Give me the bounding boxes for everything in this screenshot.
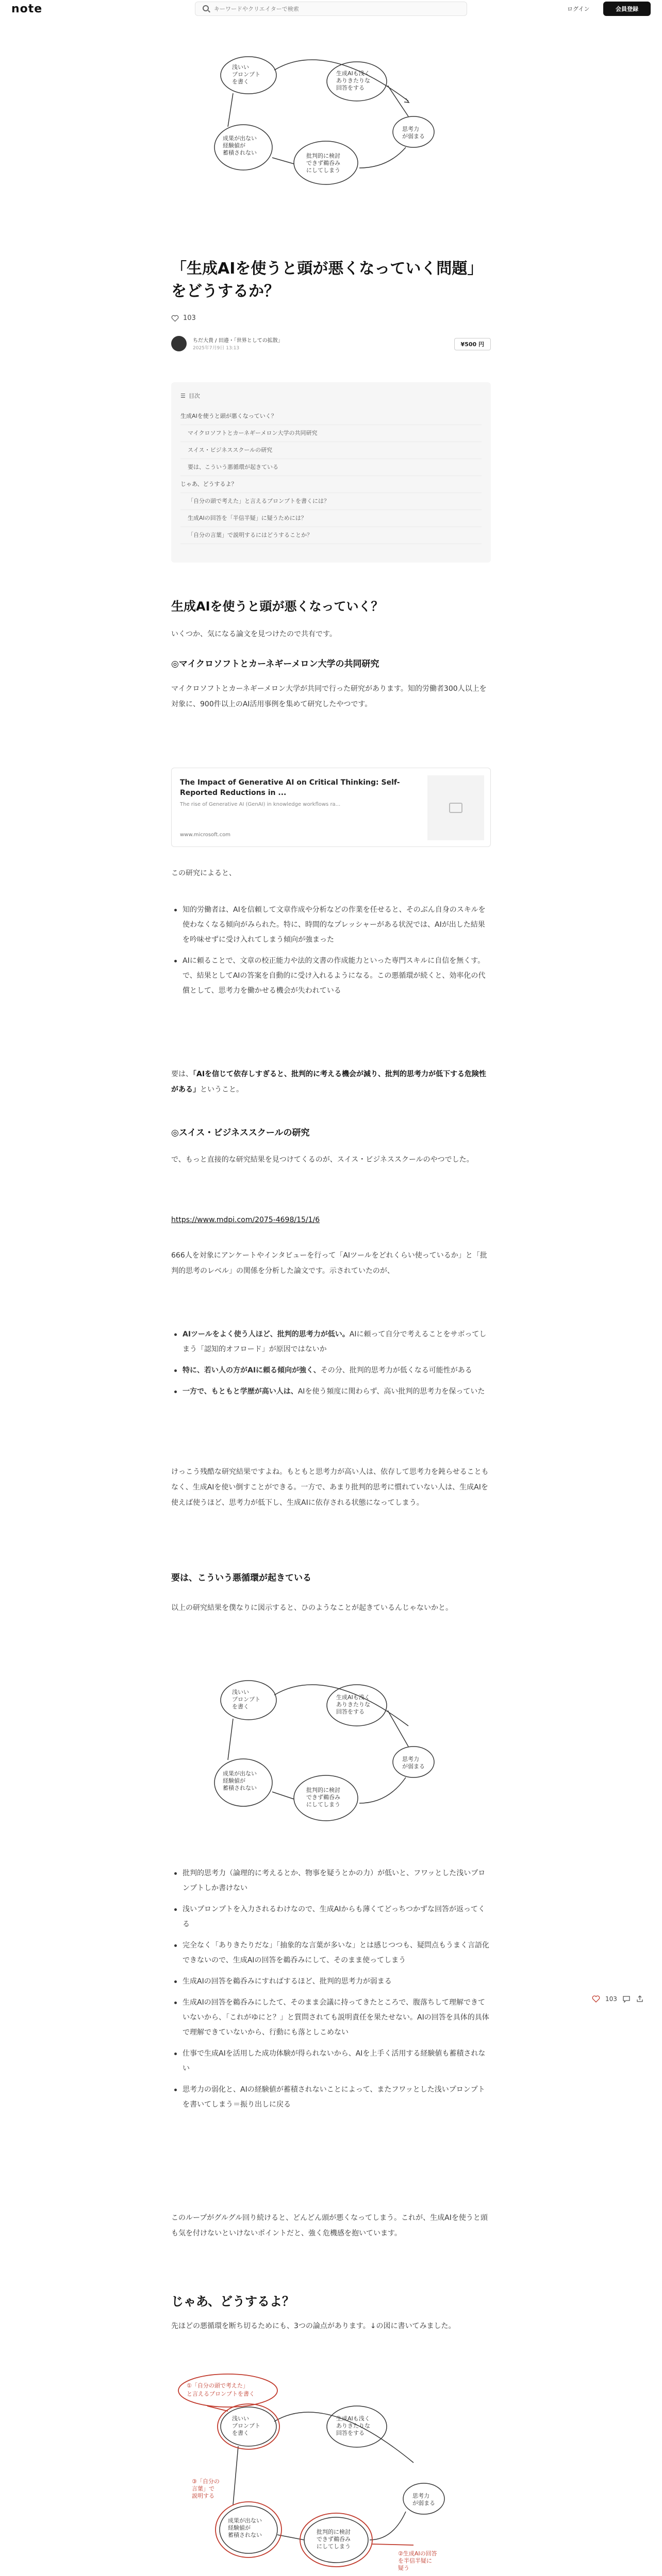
svg-text:思考力: 思考力 [402, 1756, 419, 1762]
list-item: AIツールをよく使う人ほど、批判的思考力が低い。AIに頼って自分で考えることをサボってしまう「認知的オフロード」が原因ではないか [171, 1327, 491, 1357]
svg-text:蓄積されない: 蓄積されない [228, 2532, 262, 2538]
svg-text:にしてしまう: にしてしまう [306, 1801, 340, 1808]
note-logo[interactable]: note [11, 3, 43, 15]
list-item: 知的労働者は、AIを信頼して文章作成や分析などの作業を任せると、そのぶん自身のスキルを使わなくなる傾向がみられた。特に、時間的なプレッシャーがある状況では、AIが出した結果を吟味せずに受け入れてしまう傾向が強まった [171, 903, 491, 947]
login-link[interactable]: ログイン [567, 6, 590, 12]
svg-text:プロンプト: プロンプト [232, 2422, 260, 2429]
share-icon[interactable] [636, 1995, 644, 2003]
paragraph: けっこう残酷な研究結果ですよね。もともと思考力が高い人は、依存して思考力を鈍らせることもなく、生成AIを使い倒すことができる。一方で、あまり批判的思考に慣れていない人は、生成AIを使えば使うほど、思考力が低下し、生成AIに依存される状態になってしまう。 [171, 1468, 489, 1507]
search-box[interactable] [195, 2, 467, 16]
svg-text:を書く: を書く [232, 1703, 249, 1710]
list-item: 批判的思考力（論理的に考えるとか、物事を疑うとかの力）が低いと、フワッとした浅いプロンプトしか書けない [171, 1866, 491, 1896]
list-item: 思考力の弱化と、AIの経験値が蓄積されないことによって、またフワッとした浅いプロンプトを書いてしまう＝振り出しに戻る [171, 2082, 491, 2112]
svg-text:成果が出ない: 成果が出ない [228, 2517, 262, 2524]
cycle-diagram [171, 1659, 491, 1844]
floating-actions [592, 1995, 644, 2003]
svg-text:プロンプト: プロンプト [232, 1696, 260, 1703]
toc-item[interactable]: マイクロソフトとカーネギーメロン大学の共同研究 [180, 425, 482, 442]
svg-text:生成AIも浅く: 生成AIも浅く [336, 2415, 370, 2422]
svg-text:にしてしまう: にしてしまう [306, 167, 340, 174]
svg-text:批判的に検討: 批判的に検討 [317, 2529, 351, 2535]
toc-item[interactable]: 「自分の頭で考えた」と言えるプロンプトを書くには？ [180, 493, 482, 510]
svg-text:言葉」で: 言葉」で [192, 2485, 214, 2492]
signup-button[interactable]: 会員登録 [603, 2, 651, 16]
list-item: 仕事で生成AIを活用した成功体験が得られないから、AIを上手く活用する経験値も蓄積されない [171, 2046, 491, 2076]
toc-item[interactable]: 生成AIの回答を「半信半疑」に疑うためには？ [180, 510, 482, 527]
toc-heading[interactable]: ☰ 目次 [180, 392, 200, 399]
list-item: 完全なく「ありきたりだな」「抽象的な言葉が多いな」とは感じつつも、疑問点もうまく言語化できないので、生成AIの回答を鵜呑みにして、そのまま使ってしまう [171, 1938, 491, 1968]
bullet-list [171, 1866, 491, 2119]
section-heading: 生成AIを使うと頭が悪くなっていく？ [171, 599, 384, 614]
subsection-heading: ◎スイス・ビジネススクールの研究 [171, 1128, 310, 1138]
svg-text:説明する: 説明する [192, 2493, 214, 2499]
svg-text:できず鵜呑み: できず鵜呑み [306, 160, 340, 166]
link-card-title: The Impact of Generative AI on Critical Thinking: Self-Reported Reductions in ... [180, 778, 400, 797]
svg-text:生成AIも浅く: 生成AIも浅く [336, 70, 370, 77]
table-of-contents [171, 382, 491, 563]
svg-text:②生成AIの回答: ②生成AIの回答 [398, 2550, 437, 2557]
top-navigation-bar [0, 0, 662, 19]
svg-text:生成AIも浅く: 生成AIも浅く [336, 1694, 370, 1701]
heart-icon[interactable] [171, 315, 179, 322]
paragraph: いくつか、気になる論文を見つけたので共有です。 [171, 630, 337, 638]
svg-text:浅いい: 浅いい [232, 64, 249, 71]
link-card-description: The rise of Generative AI (GenAI) in knowledge workflows ra... [180, 802, 341, 807]
reference-link[interactable]: https://www.mdpi.com/2075-4698/15/1/6 [171, 1216, 320, 1224]
toc-item[interactable]: 要は、こういう悪循環が起きている [180, 459, 482, 476]
like-counter[interactable] [171, 314, 196, 322]
list-item: AIに頼ることで、文章の校正能力や法的文書の作成能力といった専門スキルに自信を無くす。で、結果としてAIの答案を自動的に受け入れるようになる。この悪循環が続くと、効率化の代償として、思考力を働かせる機会が失われている [171, 954, 491, 998]
svg-text:③「自分の: ③「自分の [192, 2478, 220, 2485]
author-name[interactable]: ちだ大貴 / 田邉・「世界としての拡散」 [193, 338, 283, 344]
svg-text:にしてしまう: にしてしまう [317, 2543, 351, 2550]
svg-text:できず鵜呑み: できず鵜呑み [317, 2536, 351, 2543]
svg-text:蓄積されない: 蓄積されない [223, 1785, 257, 1791]
svg-text:ありきたりな: ありきたりな [336, 1701, 370, 1708]
svg-text:と言えるプロンプトを書く: と言えるプロンプトを書く [187, 2391, 255, 2397]
svg-text:浅いい: 浅いい [232, 2415, 249, 2422]
svg-text:①「自分の頭で考えた」: ①「自分の頭で考えた」 [187, 2382, 249, 2389]
svg-text:成果が出ない: 成果が出ない [223, 135, 257, 142]
subsection-heading: 要は、こういう悪循環が起きている [171, 1573, 311, 1583]
svg-text:が弱まる: が弱まる [402, 133, 425, 140]
author-block [171, 334, 491, 357]
svg-text:を半信半疑に: を半信半疑に [398, 2557, 432, 2564]
svg-text:経験値が: 経験値が [223, 1777, 245, 1784]
search-input[interactable] [214, 6, 461, 12]
author-avatar[interactable] [171, 336, 187, 351]
svg-text:を書く: を書く [232, 2430, 249, 2436]
svg-text:蓄積されない: 蓄積されない [223, 149, 257, 156]
subsection-heading: ◎マイクロソフトとカーネギーメロン大学の共同研究 [171, 659, 379, 669]
svg-text:回答をする: 回答をする [336, 2430, 365, 2436]
link-card[interactable] [171, 768, 491, 847]
image-icon [449, 803, 462, 813]
svg-text:が弱まる: が弱まる [412, 2500, 435, 2506]
solution-diagram [171, 2370, 491, 2576]
svg-text:思考力: 思考力 [412, 2493, 429, 2499]
list-item: 生成AIの回答を鵜呑みにすればするほど、批判的思考力が弱まる [171, 1974, 491, 1989]
side-like-count: 103 [605, 1995, 617, 2003]
svg-text:成果が出ない: 成果が出ない [223, 1770, 257, 1777]
svg-text:浅いい: 浅いい [232, 1689, 249, 1696]
svg-text:批判的に検討: 批判的に検討 [306, 1787, 340, 1793]
paragraph: このループがグルグル回り続けると、どんどん頭が悪くなってしまう。これが、生成AIを使うと頭も気を付けないといけないポイントだと、強く危機感を抱いています。 [171, 2214, 488, 2238]
heart-icon[interactable] [592, 1995, 600, 2003]
list-item: 一方で、もともと学歴が高い人は、AIを使う頻度に関わらず、高い批判的思考力を保っていた [171, 1384, 491, 1399]
svg-text:思考力: 思考力 [402, 126, 419, 132]
paragraph: 以上の研究結果を僕なりに図示すると、ひのようなことが起きているんじゃないかと。 [171, 1604, 453, 1612]
svg-text:批判的に検討: 批判的に検討 [306, 152, 340, 159]
toc-item[interactable]: 「自分の言葉」で説明するにはどうすることか？ [180, 527, 482, 544]
paragraph: マイクロソフトとカーネギーメロン大学が共同で行った研究があります。知的労働者300人以上を対象に、900件以上のAI活用事例を集めて研究したやつです。 [171, 685, 487, 708]
svg-text:が弱まる: が弱まる [402, 1763, 425, 1770]
purchase-button[interactable]: ¥500 円 [454, 338, 491, 350]
svg-text:回答をする: 回答をする [336, 1708, 365, 1715]
toc-item[interactable]: スイス・ビジネススクールの研究 [180, 442, 482, 459]
list-item: 特に、若い人の方がAIに頼る傾向が強く、その分、批判的思考力が低くなる可能性がある [171, 1363, 491, 1378]
list-item: 浅いプロンプトを入力されるわけなので、生成AIからも薄くてどっちつかずな回答が返ってくる [171, 1902, 491, 1932]
svg-text:疑う: 疑う [398, 2565, 409, 2571]
section-heading: じゃあ、どうするよ？ [171, 2294, 295, 2309]
toc-item[interactable]: じゃあ、どうするよ？ [180, 476, 482, 493]
svg-text:を書く: を書く [232, 78, 249, 85]
summary-paragraph: 要は、「AIを信じて依存しすぎると、批判的に考える機会が減り、批判的思考力が低下する危険性がある」ということ。 [171, 1070, 487, 1094]
svg-text:ありきたりな: ありきたりな [336, 2422, 370, 2429]
link-card-url: www.microsoft.com [180, 832, 230, 838]
paragraph: 先ほどの悪循環を断ち切るためにも、3つの論点があります。↓の図に書いてみました。 [171, 2322, 456, 2330]
article-title: 「生成AIを使うと頭が悪くなっていく問題」 をどうするか？ [171, 260, 483, 300]
paragraph: で、もっと直接的な研究結果を見つけてくるのが、スイス・ビジネススクールのやつでした。 [171, 1156, 474, 1164]
svg-text:できず鵜呑み: できず鵜呑み [306, 1794, 340, 1801]
comment-icon[interactable] [622, 1995, 631, 2003]
paragraph: この研究によると、 [171, 869, 236, 877]
toc-item[interactable]: 生成AIを使うと頭が悪くなっていく？ [180, 408, 482, 425]
like-count: 103 [183, 314, 196, 322]
svg-text:プロンプト: プロンプト [232, 71, 260, 78]
publish-date: 2025年7月9日 13:13 [193, 346, 240, 351]
search-icon [203, 5, 209, 11]
svg-text:経験値が: 経験値が [223, 142, 245, 149]
svg-text:経験値が: 経験値が [228, 2524, 251, 2531]
svg-text:ありきたりな: ありきたりな [336, 77, 370, 84]
paragraph: 666人を対象にアンケートやインタビューを行って「AIツールをどれくらい使っているか」と「批判的思考のレベル」の関係を分析した論文です。示されていたのが、 [171, 1251, 487, 1275]
hero-cycle-illustration [171, 44, 491, 199]
list-item: 生成AIの回答を鵜呑みにしたて、そのまま会議に持ってきたところで、腹落ちして理解できていないから、「これがゆにと？」と質問されても説明責任を果たせない。AIの回答を具体的具体で理解できていないから、行動にも落としこめない [171, 1995, 491, 2040]
svg-text:回答をする: 回答をする [336, 84, 365, 91]
bullet-list [171, 1327, 491, 1405]
link-card-thumbnail [427, 775, 484, 840]
bullet-list [171, 903, 491, 1005]
list-icon: ☰ [180, 392, 186, 399]
